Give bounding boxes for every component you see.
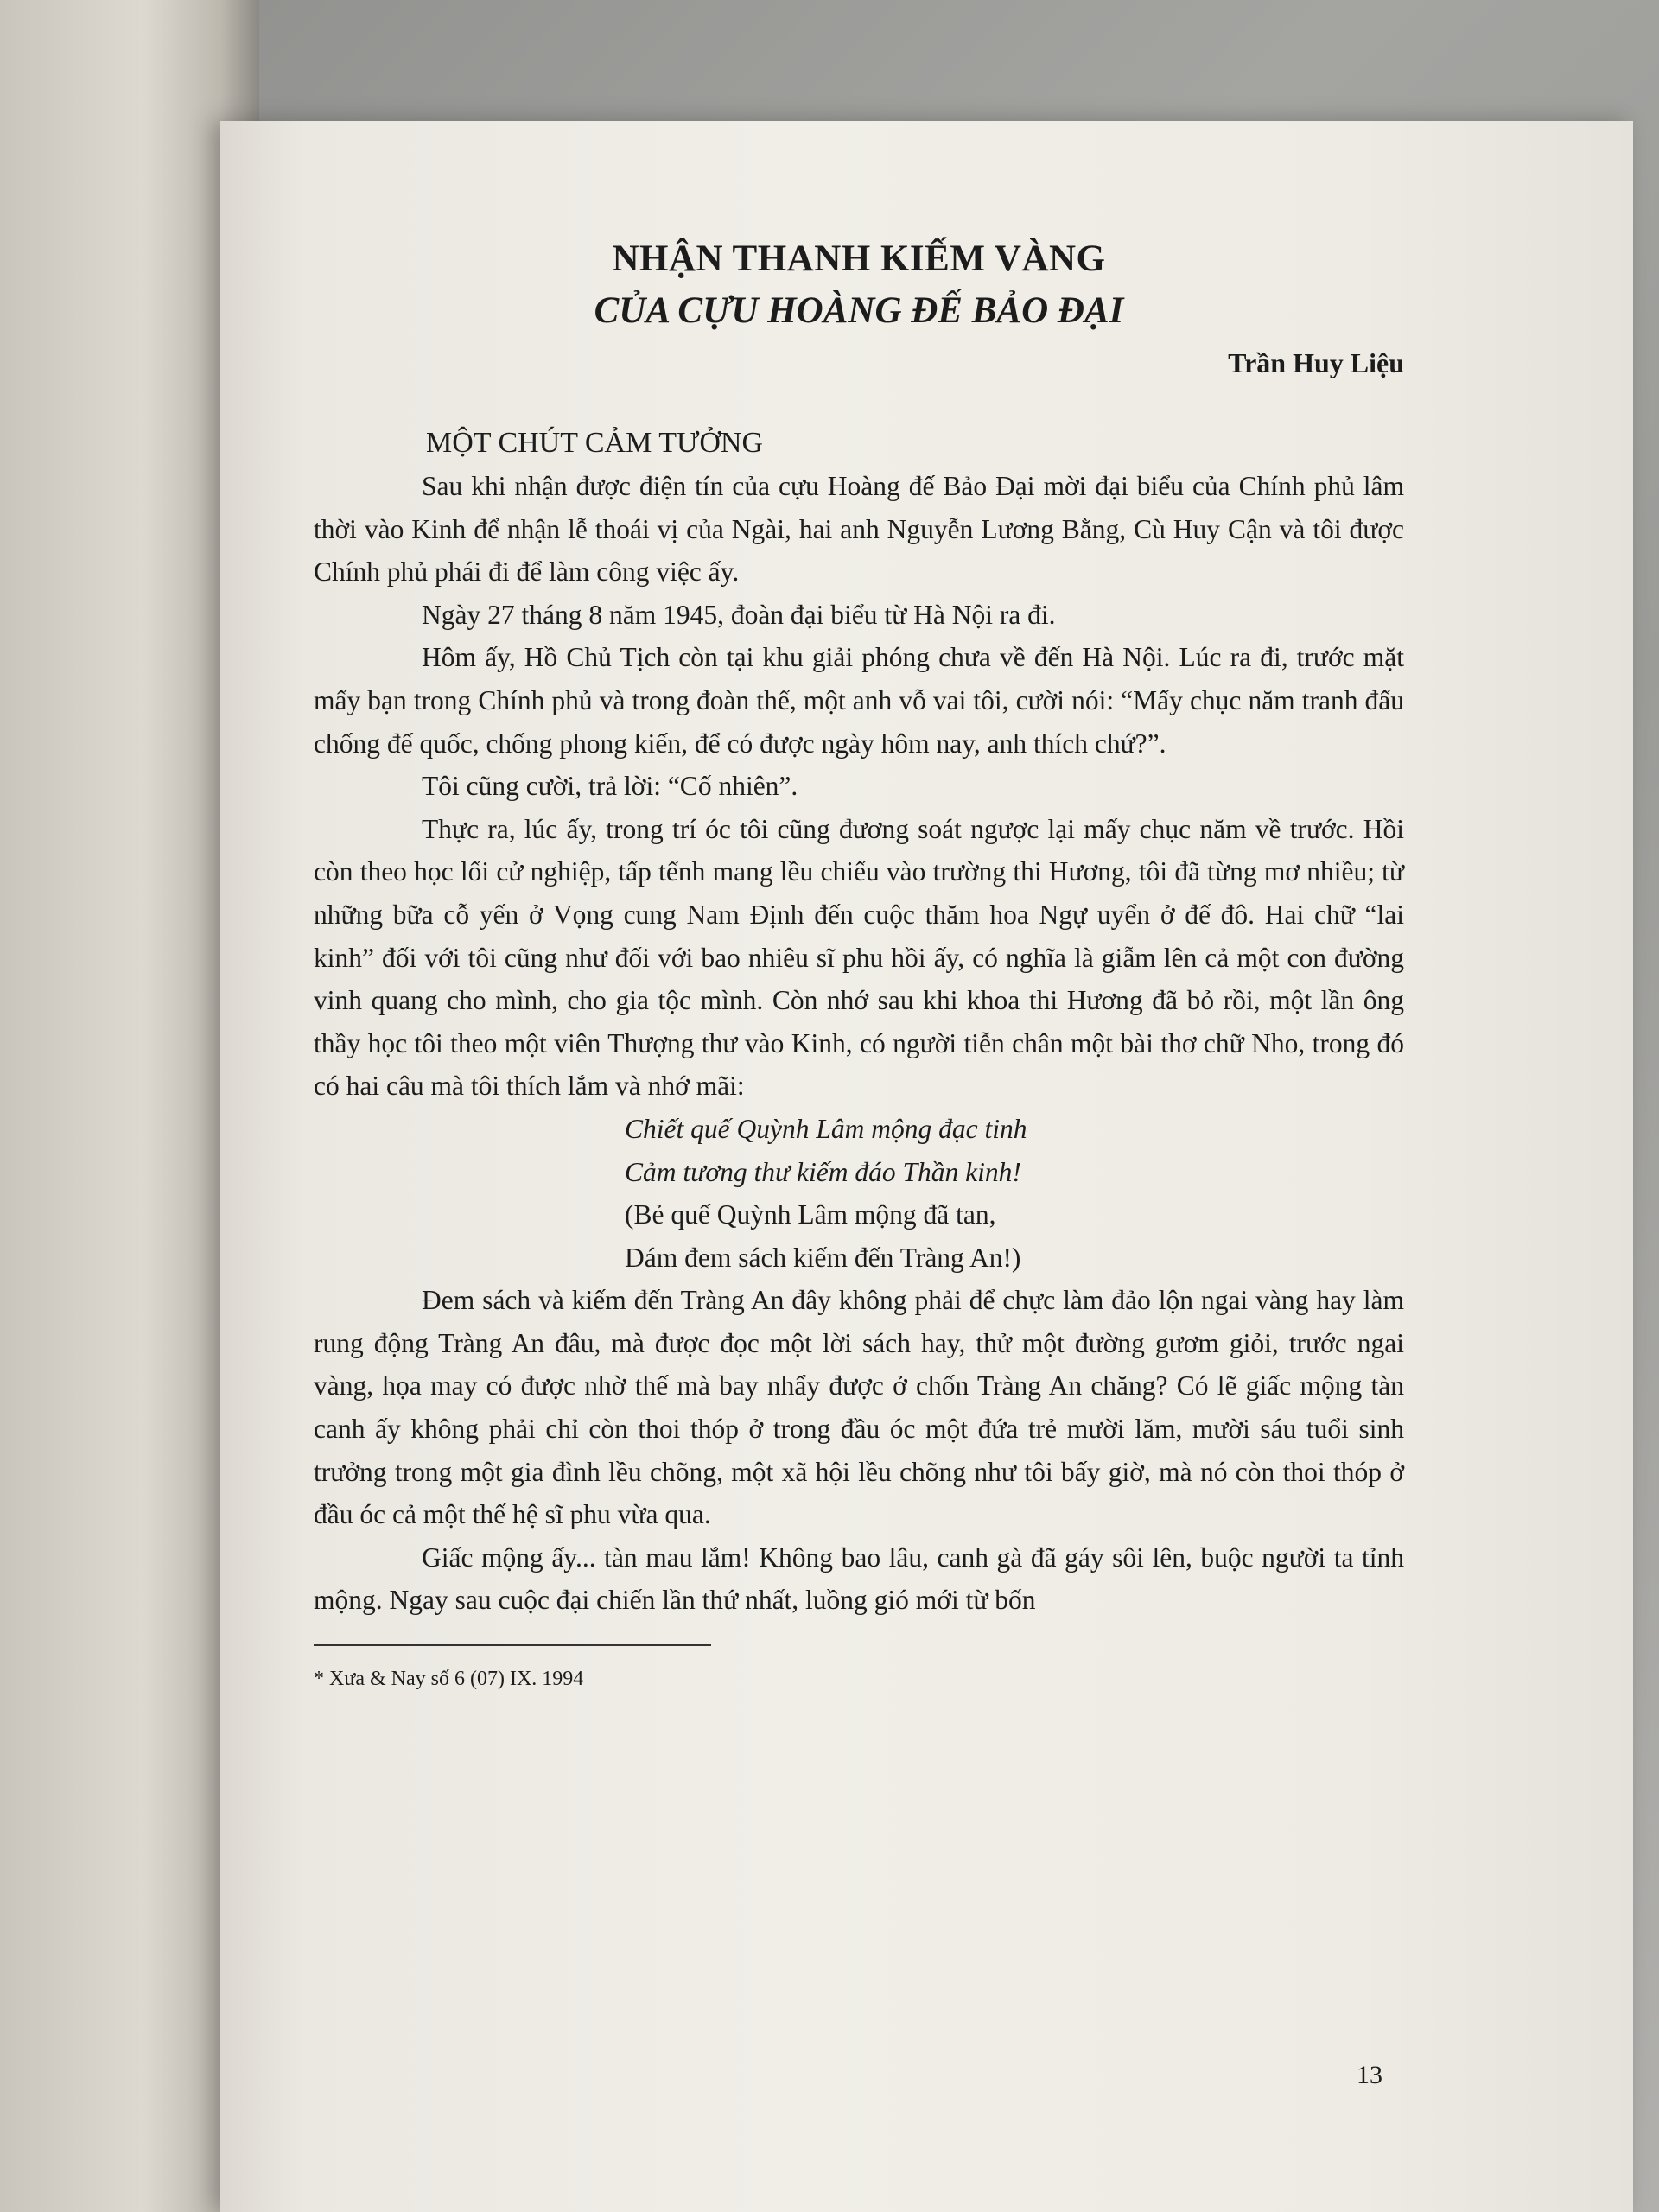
footnote: * Xưa & Nay số 6 (07) IX. 1994 [314,1668,584,1691]
verse-line: (Bẻ quế Quỳnh Lâm mộng đã tan, [625,1199,996,1230]
paragraph: Thực ra, lúc ấy, trong trí óc tôi cũng đương soát ngược lại mấy chục năm về trước. Hồi còn theo học lối cử nghiệp, tấp tểnh mang lều chiếu vào trường thi Hương, tôi đã từng mơ nhiều; từ những bữa cỗ yến ở Vọng cung Nam Định đến cuộc thăm hoa Ngự uyển ở đế đô. Hai chữ “lai kinh” đối với tôi cũng như đối với bao nhiêu sĩ phu hồi ấy, có nghĩa là giẫm lên cả một con đường vinh quang cho mình, cho gia tộc mình. Còn nhớ sau khi khoa thi Hương đã bỏ rồi, một lần ông thầy học tôi theo một viên Thượng thư vào Kinh, có người tiễn chân một bài thơ chữ Nho, trong đó có hai câu mà tôi thích lắm và nhớ mãi: [314,813,1404,1102]
paragraph: Ngày 27 tháng 8 năm 1945, đoàn đại biểu từ Hà Nội ra đi. [422,599,1056,630]
poem-verse [625,1108,1404,1279]
article-subtitle: CỦA CỰU HOÀNG ĐẾ BẢO ĐẠI [594,290,1124,331]
verse-line: Chiết quế Quỳnh Lâm mộng đạc tinh [625,1113,1027,1144]
footnote-divider [314,1644,711,1646]
paragraph: Hôm ấy, Hồ Chủ Tịch còn tại khu giải phóng chưa về đến Hà Nội. Lúc ra đi, trước mặt mấy bạn trong Chính phủ và trong đoàn thể, một anh vỗ vai tôi, cười nói: “Mấy chục năm tranh đấu chống đế quốc, chống phong kiến, để có được ngày hôm nay, anh thích chứ?”. [314,642,1404,759]
paragraph: Tôi cũng cười, trả lời: “Cố nhiên”. [422,771,798,802]
section-heading: MỘT CHÚT CẢM TƯỞNG [426,427,764,459]
verse-line: Dám đem sách kiếm đến Tràng An!) [625,1242,1021,1273]
article-author: Trần Huy Liệu [1228,347,1404,378]
article-body-continued [314,1279,1404,1622]
article-body [314,465,1404,1108]
verse-line: Cảm tương thư kiếm đáo Thần kinh! [625,1156,1021,1187]
paragraph: Đem sách và kiếm đến Tràng An đây không phải để chực làm đảo lộn ngai vàng hay làm rung động Tràng An đâu, mà được đọc một lời sách hay, thử một đường gươm giỏi, trước ngai vàng, họa may có được nhờ thế mà bay nhẩy được ở chốn Tràng An chăng? Có lẽ giấc mộng tàn canh ấy không phải chỉ còn thoi thóp ở trong đầu óc một đứa trẻ mười lăm, mười sáu tuổi sinh trưởng trong một gia đình lều chõng, một xã hội lều chõng như tôi bấy giờ, mà nó còn thoi thóp ở đầu óc cả một thế hệ sĩ phu vừa qua. [314,1285,1404,1530]
article-title: NHẬN THANH KIẾM VÀNG [612,238,1106,279]
page-number: 13 [1357,2061,1382,2089]
page-content [314,233,1404,1694]
paragraph: Giấc mộng ấy... tàn mau lắm! Không bao lâu, canh gà đã gáy sôi lên, buộc người ta tỉnh mộng. Ngay sau cuộc đại chiến lần thứ nhất, luồng gió mới từ bốn [314,1541,1404,1616]
paragraph: Sau khi nhận được điện tín của cựu Hoàng đế Bảo Đại mời đại biểu của Chính phủ lâm thời vào Kinh để nhận lễ thoái vị của Ngài, hai anh Nguyễn Lương Bằng, Cù Huy Cận và tôi được Chính phủ phái đi để làm công việc ấy. [314,471,1404,588]
book-page [220,121,1633,2212]
